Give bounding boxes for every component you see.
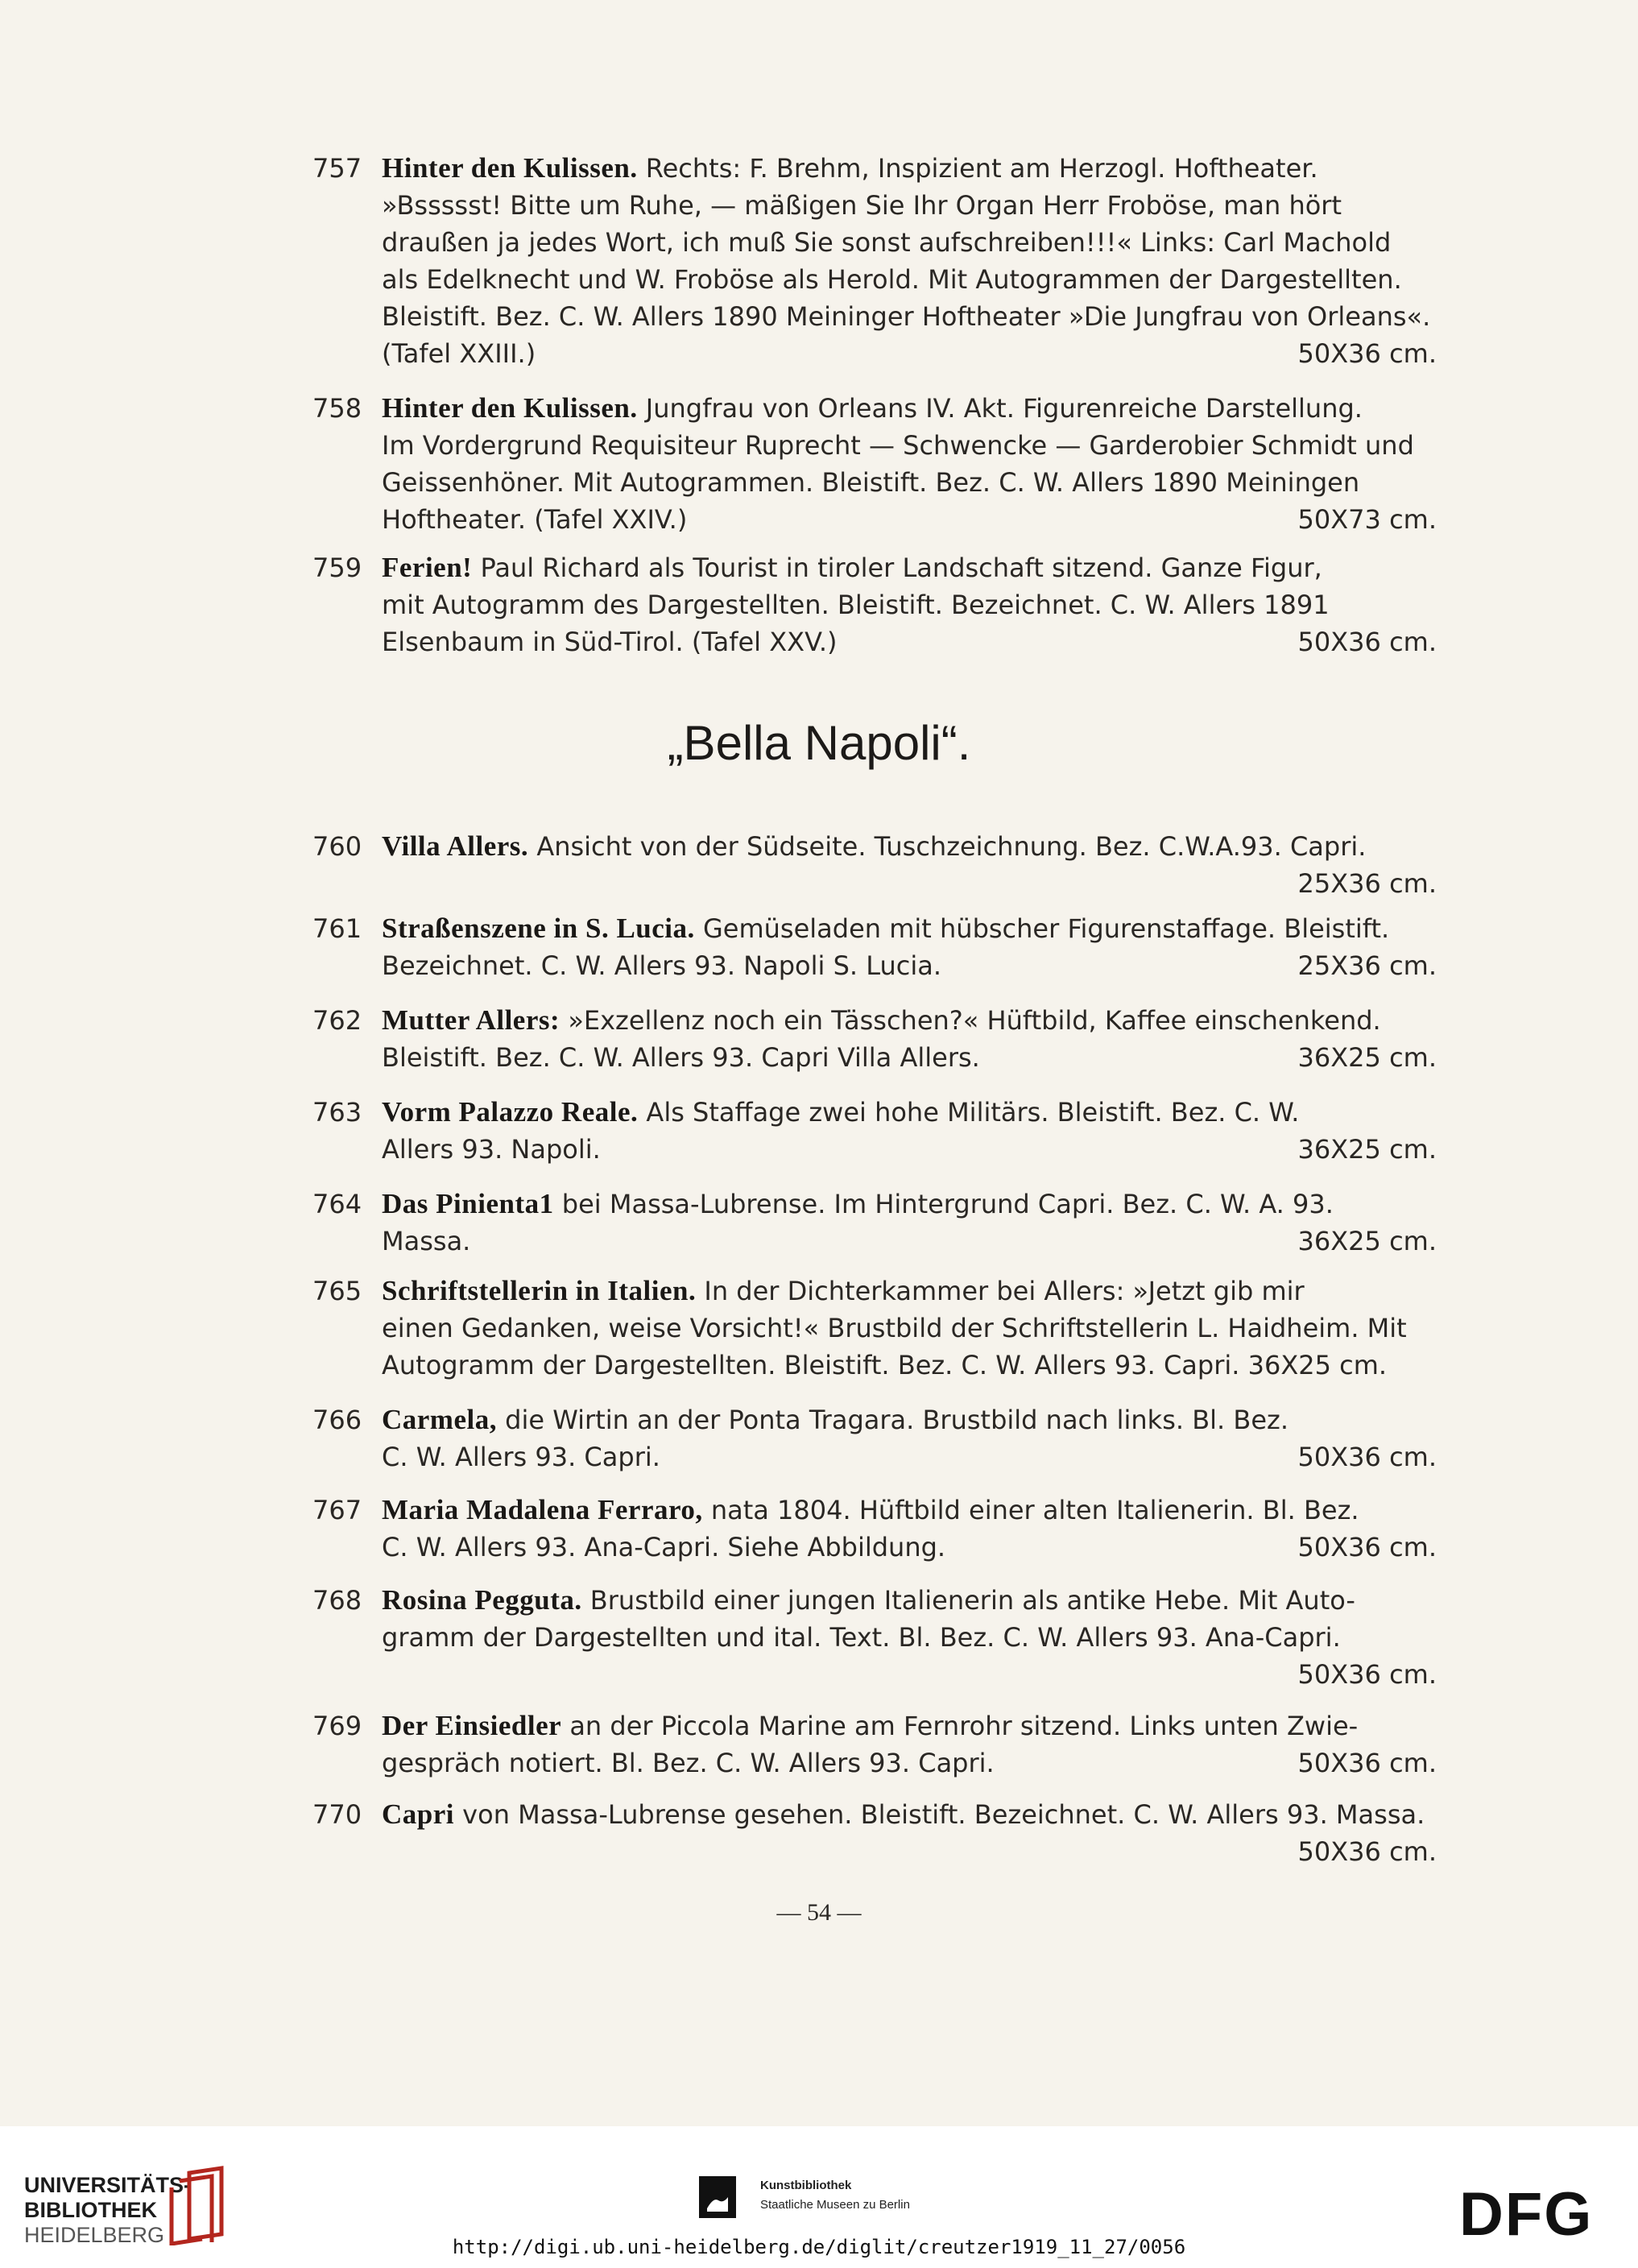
entry-title: Mutter Allers: [382, 1004, 560, 1036]
catalog-entry-757 [312, 150, 1480, 372]
entry-dimensions: 50X36 cm. [1297, 1748, 1437, 1778]
entry-number: 769 [312, 1711, 362, 1741]
catalog-entry-760 [312, 828, 1480, 902]
entry-number: 765 [312, 1276, 362, 1306]
dfg-logo[interactable]: DFG [1459, 2180, 1594, 2249]
entry-title: Carmela, [382, 1404, 497, 1435]
catalog-entry-761 [312, 910, 1480, 984]
entry-dimensions: 50X36 cm. [1297, 1659, 1437, 1690]
entry-title: Hinter den Kulissen. [382, 152, 638, 184]
entry-dimensions: 50X36 cm. [1297, 1836, 1437, 1867]
entry-dimensions: 25X36 cm. [1297, 950, 1437, 981]
section-title: „Bella Napoli“. [667, 716, 971, 770]
entry-text: Mutter Allers: »Exzellenz noch ein Tässchen?« Hüftbild, Kaffee einschenkend. Bleistift. Bez. C. W. Allers 93. Capri Villa Allers. 36X25 cm. [382, 1002, 1480, 1076]
entry-number: 759 [312, 553, 362, 583]
entry-number: 763 [312, 1097, 362, 1128]
catalog-entry-768 [312, 1582, 1480, 1693]
entry-title: Maria Madalena Ferraro, [382, 1494, 703, 1525]
entry-title: Ferien! [382, 552, 473, 583]
entry-number: 762 [312, 1005, 362, 1036]
catalog-entry-764 [312, 1186, 1480, 1260]
ub-heidelberg-wordmark[interactable]: UNIVERSITÄTS- BIBLIOTHEK HEIDELBERG [24, 2173, 192, 2247]
entry-title: Straßenszene in S. Lucia. [382, 913, 695, 944]
kunstbibliothek-logo-icon [699, 2176, 736, 2218]
entry-text: Ferien! Paul Richard als Tourist in tiroler Landschaft sitzend. Ganze Figur, mit Autogramm des Dargestellten. Bleistift. Bezeichnet. C. W. Allers 1891 Elsenbaum in Süd-Tirol. (Tafel XXV.) 50X36 cm. [382, 549, 1480, 660]
entry-dimensions: 36X25 cm. [1297, 1042, 1437, 1073]
entry-text: Villa Allers. Ansicht von der Südseite. Tuschzeichnung. Bez. C.W.A.93. Capri. 25X36 cm. [382, 828, 1480, 865]
catalog-entry-765 [312, 1273, 1480, 1384]
entry-title: Das Pinienta1 [382, 1188, 554, 1219]
entry-text: Vorm Palazzo Reale. Als Staffage zwei hohe Militärs. Bleistift. Bez. C. W. Allers 93. Napoli. 36X25 cm. [382, 1094, 1480, 1168]
entry-number: 758 [312, 393, 362, 424]
catalog-entry-762 [312, 1002, 1480, 1076]
entry-title: Villa Allers. [382, 830, 529, 862]
entry-title: Der Einsiedler [382, 1710, 562, 1741]
entry-number: 767 [312, 1495, 362, 1525]
page-number: — 54 — [776, 1899, 862, 1926]
entry-dimensions: 50X36 cm. [1297, 1532, 1437, 1562]
entry-number: 757 [312, 153, 362, 184]
entry-dimensions: 50X73 cm. [1297, 504, 1437, 535]
entry-number: 764 [312, 1189, 362, 1219]
catalog-entry-769 [312, 1707, 1480, 1782]
footer-bar [0, 2126, 1638, 2268]
entry-number: 768 [312, 1585, 362, 1616]
entry-text: Rosina Pegguta. Brustbild einer jungen Italienerin als antike Hebe. Mit Auto- gramm der Dargestellten und ital. Text. Bl. Bez. C. W. Allers 93. Ana-Capri. 50X36 cm. [382, 1582, 1480, 1656]
entry-dimensions: 50X36 cm. [1297, 1442, 1437, 1472]
entry-dimensions: 25X36 cm. [1297, 868, 1437, 899]
entry-text: Capri von Massa-Lubrense gesehen. Bleistift. Bezeichnet. C. W. Allers 93. Massa. 50X36 cm. [382, 1796, 1480, 1833]
catalog-entry-767 [312, 1492, 1480, 1566]
entry-text: Hinter den Kulissen. Jungfrau von Orleans IV. Akt. Figurenreiche Darstellung. Im Vordergrund Requisiteur Ruprecht — Schwencke — Garderobier Schmidt und Geissenhöner. Mit Autogrammen. Bleistift. Bez. C. W. Allers 1890 Meiningen Hoftheater. (Tafel XXIV.) 50X73 cm. [382, 390, 1480, 538]
entry-number: 760 [312, 831, 362, 862]
permalink-url[interactable]: http://digi.ub.uni-heidelberg.de/diglit/creutzer1919_11_27/0056 [452, 2236, 1186, 2258]
entry-title: Vorm Palazzo Reale. [382, 1096, 639, 1128]
entry-number: 770 [312, 1799, 362, 1830]
entry-text: Carmela, die Wirtin an der Ponta Tragara. Brustbild nach links. Bl. Bez. C. W. Allers 93. Capri. 50X36 cm. [382, 1401, 1480, 1475]
kunstbibliothek-wordmark[interactable]: Kunstbibliothek Staatliche Museen zu Berlin [760, 2179, 910, 2212]
catalog-entry-758 [312, 390, 1480, 538]
entry-title: Rosina Pegguta. [382, 1584, 582, 1616]
entry-number: 766 [312, 1405, 362, 1435]
entry-text: Straßenszene in S. Lucia. Gemüseladen mit hübscher Figurenstaffage. Bleistift. Bezeichnet. C. W. Allers 93. Napoli S. Lucia. 25X36 cm. [382, 910, 1480, 984]
entry-text: Das Pinienta1 bei Massa-Lubrense. Im Hintergrund Capri. Bez. C. W. A. 93. Massa. 36X25 cm. [382, 1186, 1480, 1260]
catalog-entry-763 [312, 1094, 1480, 1168]
entry-text: Der Einsiedler an der Piccola Marine am Fernrohr sitzend. Links unten Zwie- gespräch notiert. Bl. Bez. C. W. Allers 93. Capri. 50X36 cm. [382, 1707, 1480, 1782]
entry-text: Schriftstellerin in Italien. In der Dichterkammer bei Allers: »Jetzt gib mir einen Gedanken, weise Vorsicht!« Brustbild der Schriftstellerin L. Haidheim. Mit Autogramm der Dargestellten. Bleistift. Bez. C. W. Allers 93. Capri. 36X25 cm. [382, 1275, 1407, 1380]
entry-dimensions: 36X25 cm. [1297, 1226, 1437, 1256]
entry-dimensions: 50X36 cm. [1297, 338, 1437, 369]
catalog-entry-770 [312, 1796, 1480, 1870]
catalog-entry-766 [312, 1401, 1480, 1475]
entry-number: 761 [312, 913, 362, 944]
entry-title: Schriftstellerin in Italien. [382, 1275, 697, 1306]
entry-title: Hinter den Kulissen. [382, 392, 638, 424]
entry-dimensions: 50X36 cm. [1297, 627, 1437, 657]
ub-heidelberg-logo-icon [165, 2165, 230, 2245]
entry-text: Maria Madalena Ferraro, nata 1804. Hüftbild einer alten Italienerin. Bl. Bez. C. W. Allers 93. Ana-Capri. Siehe Abbildung. 50X36 cm. [382, 1492, 1480, 1566]
entry-dimensions: 36X25 cm. [1297, 1134, 1437, 1165]
entry-text: Hinter den Kulissen. Rechts: F. Brehm, Inspizient am Herzogl. Hoftheater. »Bssssst! Bitte um Ruhe, — mäßigen Sie Ihr Organ Herr Froböse, man hört draußen ja jedes Wort, ich muß Sie sonst aufschreiben!!!« Links: Carl Machold als Edelknecht und W. Froböse als Herold. Mit Autogrammen der Dargestellten. Bleistift. Bez. C. W. Allers 1890 Meininger Hoftheater »Die Jungfrau von Orleans«. (Tafel XXIII.) 50X36 cm. [382, 150, 1480, 372]
entry-title: Capri [382, 1798, 454, 1830]
catalog-entry-759 [312, 549, 1480, 660]
